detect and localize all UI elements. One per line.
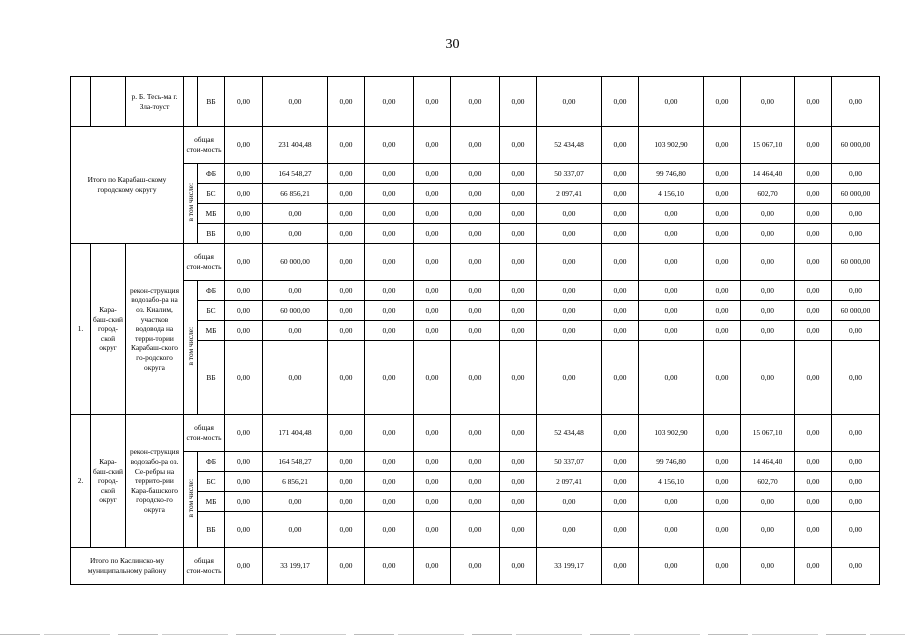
value-cell: 0,00 [741,492,795,512]
value-cell: 0,00 [500,204,537,224]
table-row [71,452,880,472]
value-cell: 0,00 [451,127,500,164]
value-cell: 0,00 [639,204,704,224]
value-cell: 0,00 [328,224,365,244]
value-cell: 0,00 [704,77,741,127]
value-cell: 0,00 [263,321,328,341]
value-cell: 0,00 [500,452,537,472]
value-cell: 0,00 [328,415,365,452]
value-cell: 0,00 [451,492,500,512]
value-cell: 171 404,48 [263,415,328,452]
value-cell: 0,00 [704,415,741,452]
value-cell: 14 464,40 [741,164,795,184]
value-cell: 0,00 [365,415,414,452]
value-cell: 0,00 [602,415,639,452]
value-cell: 0,00 [602,472,639,492]
value-cell: 0,00 [451,244,500,281]
value-cell: 0,00 [639,548,704,585]
in-total-vertical-label [184,164,198,244]
value-cell: 0,00 [639,321,704,341]
in-total-cell [184,77,198,127]
value-cell: 0,00 [500,244,537,281]
value-cell: 0,00 [365,204,414,224]
value-cell: 0,00 [414,184,451,204]
fund-source-cell: БС [198,472,225,492]
value-cell: 0,00 [225,321,263,341]
value-cell: 99 746,80 [639,164,704,184]
row-number-cell: 1. [71,244,91,415]
value-cell: 0,00 [537,224,602,244]
value-cell: 164 548,27 [263,452,328,472]
subtotal-label-cell: Итого по Карабаш-скому городскому округу [71,127,184,244]
value-cell: 0,00 [365,301,414,321]
value-cell: 0,00 [414,492,451,512]
value-cell: 0,00 [225,164,263,184]
value-cell: 0,00 [414,321,451,341]
value-cell: 0,00 [451,341,500,415]
value-cell: 0,00 [414,244,451,281]
value-cell: 0,00 [225,204,263,224]
value-cell: 0,00 [704,184,741,204]
value-cell: 0,00 [795,244,832,281]
value-cell: 0,00 [225,512,263,548]
value-cell: 50 337,07 [537,452,602,472]
value-cell: 0,00 [414,472,451,492]
value-cell: 0,00 [225,281,263,301]
value-cell: 0,00 [451,281,500,301]
value-cell: 0,00 [602,204,639,224]
value-cell: 0,00 [832,548,880,585]
value-cell: 0,00 [832,452,880,472]
object-name-cell: рекон-струкция водозабо-ра оз. Се-ребры на террито-рии Кара-башского городско-го округа [126,415,184,548]
value-cell: 0,00 [832,204,880,224]
value-cell: 0,00 [795,224,832,244]
value-cell: 0,00 [500,415,537,452]
value-cell: 0,00 [225,548,263,585]
value-cell: 0,00 [225,224,263,244]
value-cell: 0,00 [704,281,741,301]
value-cell: 0,00 [741,244,795,281]
value-cell: 60 000,00 [832,184,880,204]
value-cell: 0,00 [795,548,832,585]
value-cell: 15 067,10 [741,127,795,164]
value-cell: 50 337,07 [537,164,602,184]
value-cell: 0,00 [225,184,263,204]
value-cell: 0,00 [365,244,414,281]
value-cell: 103 902,90 [639,415,704,452]
value-cell: 0,00 [328,281,365,301]
value-cell: 0,00 [414,281,451,301]
value-cell: 0,00 [500,77,537,127]
value-cell: 0,00 [500,127,537,164]
value-cell: 0,00 [704,452,741,472]
table-row [71,127,880,164]
value-cell: 0,00 [537,204,602,224]
value-cell: 0,00 [414,415,451,452]
value-cell: 0,00 [263,492,328,512]
value-cell: 0,00 [832,415,880,452]
value-cell: 0,00 [602,281,639,301]
value-cell: 60 000,00 [832,301,880,321]
value-cell: 0,00 [741,301,795,321]
value-cell: 0,00 [741,512,795,548]
value-cell: 0,00 [328,321,365,341]
value-cell: 6 856,21 [263,472,328,492]
in-total-vertical-label [184,281,198,415]
row-number-cell [71,77,91,127]
value-cell: 0,00 [832,164,880,184]
fund-source-cell: ВБ [198,512,225,548]
object-name-cell: р. Б. Тесь-ма г. Зла-тоуст [126,77,184,127]
value-cell: 0,00 [414,204,451,224]
value-cell: 0,00 [537,321,602,341]
table-row [71,548,880,585]
value-cell: 0,00 [500,301,537,321]
budget-table [70,76,880,585]
value-cell: 0,00 [500,164,537,184]
value-cell: 4 156,10 [639,184,704,204]
value-cell: 0,00 [414,224,451,244]
value-cell: 0,00 [741,204,795,224]
value-cell: 33 199,17 [537,548,602,585]
value-cell: 0,00 [328,472,365,492]
in-total-label: в том числе: [186,326,195,366]
value-cell: 0,00 [704,548,741,585]
value-cell: 0,00 [795,452,832,472]
row-number-cell: 2. [71,415,91,548]
value-cell: 0,00 [328,492,365,512]
value-cell: 0,00 [451,415,500,452]
value-cell: 0,00 [451,224,500,244]
value-cell: 0,00 [414,512,451,548]
value-cell: 0,00 [263,204,328,224]
value-cell: 0,00 [328,77,365,127]
value-cell: 0,00 [365,452,414,472]
value-cell: 60 000,00 [263,301,328,321]
value-cell: 0,00 [451,512,500,548]
municipality-cell: Кара-баш-ский город-ской округ [91,244,126,415]
value-cell: 0,00 [602,224,639,244]
value-cell: 0,00 [704,321,741,341]
value-cell: 0,00 [365,77,414,127]
value-cell: 0,00 [795,164,832,184]
value-cell: 0,00 [328,204,365,224]
value-cell: 0,00 [451,321,500,341]
value-cell: 0,00 [365,472,414,492]
value-cell: 0,00 [537,492,602,512]
value-cell: 0,00 [602,244,639,281]
value-cell: 0,00 [741,341,795,415]
value-cell: 0,00 [225,127,263,164]
value-cell: 0,00 [365,341,414,415]
value-cell: 0,00 [832,77,880,127]
value-cell: 0,00 [832,341,880,415]
value-cell: 0,00 [704,492,741,512]
value-cell: 0,00 [225,415,263,452]
value-cell: 0,00 [795,204,832,224]
value-cell: 0,00 [741,548,795,585]
value-cell: 0,00 [537,341,602,415]
subtotal-label-cell: Итого по Каслинско-му муниципальному району [71,548,184,585]
value-cell: 0,00 [328,341,365,415]
value-cell: 0,00 [328,244,365,281]
value-cell: 0,00 [639,77,704,127]
fund-source-cell: МБ [198,204,225,224]
value-cell: 0,00 [741,321,795,341]
municipality-cell [91,77,126,127]
table-row [71,281,880,301]
value-cell: 0,00 [263,341,328,415]
value-cell: 231 404,48 [263,127,328,164]
value-cell: 0,00 [832,281,880,301]
table-row [71,415,880,452]
value-cell: 0,00 [704,472,741,492]
value-cell: 0,00 [451,184,500,204]
value-cell: 0,00 [365,224,414,244]
value-cell: 0,00 [500,184,537,204]
fund-source-cell: общая стои-мость [184,548,225,585]
value-cell: 0,00 [365,184,414,204]
value-cell: 33 199,17 [263,548,328,585]
value-cell: 0,00 [741,224,795,244]
value-cell: 4 156,10 [639,472,704,492]
value-cell: 0,00 [263,512,328,548]
value-cell: 0,00 [365,281,414,301]
value-cell: 0,00 [741,281,795,301]
value-cell: 0,00 [795,184,832,204]
value-cell: 0,00 [451,301,500,321]
table-row [71,77,880,127]
fund-source-cell: общая стои-мость [184,415,225,452]
in-total-label: в том числе: [186,182,195,222]
value-cell: 0,00 [537,244,602,281]
value-cell: 0,00 [414,301,451,321]
value-cell: 0,00 [795,492,832,512]
value-cell: 0,00 [263,281,328,301]
value-cell: 0,00 [225,301,263,321]
value-cell: 0,00 [365,512,414,548]
value-cell: 14 464,40 [741,452,795,472]
value-cell: 0,00 [451,452,500,472]
value-cell: 0,00 [602,184,639,204]
value-cell: 0,00 [639,341,704,415]
value-cell: 0,00 [704,204,741,224]
value-cell: 0,00 [832,492,880,512]
scan-artifact-line [0,634,905,635]
value-cell: 0,00 [500,512,537,548]
value-cell: 60 000,00 [832,127,880,164]
value-cell: 0,00 [795,341,832,415]
value-cell: 0,00 [414,77,451,127]
value-cell: 60 000,00 [832,244,880,281]
value-cell: 0,00 [500,321,537,341]
value-cell: 0,00 [225,341,263,415]
value-cell: 0,00 [704,512,741,548]
value-cell: 0,00 [263,224,328,244]
value-cell: 602,70 [741,184,795,204]
value-cell: 66 856,21 [263,184,328,204]
value-cell: 2 097,41 [537,184,602,204]
value-cell: 0,00 [537,301,602,321]
value-cell: 0,00 [451,548,500,585]
object-name-cell: рекон-струкция водозабо-ра на оз. Киалим, участков водовода на терри-тории Карабаш-ского го-родского округа [126,244,184,415]
value-cell: 0,00 [328,301,365,321]
value-cell: 0,00 [602,512,639,548]
value-cell: 0,00 [365,492,414,512]
value-cell: 0,00 [537,77,602,127]
value-cell: 0,00 [832,472,880,492]
value-cell: 0,00 [225,452,263,472]
fund-source-cell: ФБ [198,164,225,184]
fund-source-cell: ФБ [198,281,225,301]
value-cell: 0,00 [639,301,704,321]
value-cell: 0,00 [602,164,639,184]
value-cell: 0,00 [328,512,365,548]
value-cell: 0,00 [741,77,795,127]
value-cell: 0,00 [639,244,704,281]
value-cell: 52 434,48 [537,127,602,164]
fund-source-cell: общая стои-мость [184,127,225,164]
value-cell: 0,00 [795,301,832,321]
value-cell: 0,00 [414,341,451,415]
value-cell: 0,00 [602,548,639,585]
fund-source-cell: общая стои-мость [184,244,225,281]
page-number: 30 [445,37,460,52]
value-cell: 0,00 [602,321,639,341]
value-cell: 0,00 [602,127,639,164]
value-cell: 0,00 [602,341,639,415]
value-cell: 0,00 [832,224,880,244]
value-cell: 0,00 [639,224,704,244]
value-cell: 0,00 [795,472,832,492]
value-cell: 0,00 [602,301,639,321]
value-cell: 0,00 [328,184,365,204]
value-cell: 0,00 [795,127,832,164]
value-cell: 0,00 [328,164,365,184]
value-cell: 0,00 [500,281,537,301]
value-cell: 0,00 [365,127,414,164]
value-cell: 0,00 [451,77,500,127]
value-cell: 0,00 [537,281,602,301]
table-row [71,164,880,184]
value-cell: 0,00 [795,415,832,452]
value-cell: 99 746,80 [639,452,704,472]
value-cell: 0,00 [704,244,741,281]
fund-source-cell: ВБ [198,341,225,415]
value-cell: 0,00 [500,224,537,244]
value-cell: 0,00 [500,472,537,492]
value-cell: 15 067,10 [741,415,795,452]
value-cell: 0,00 [704,341,741,415]
value-cell: 0,00 [795,321,832,341]
value-cell: 0,00 [365,164,414,184]
value-cell: 0,00 [795,512,832,548]
value-cell: 0,00 [832,321,880,341]
value-cell: 0,00 [225,244,263,281]
value-cell: 0,00 [704,164,741,184]
in-total-label: в том числе: [186,478,195,518]
value-cell: 0,00 [328,548,365,585]
value-cell: 0,00 [602,492,639,512]
value-cell: 2 097,41 [537,472,602,492]
value-cell: 0,00 [602,77,639,127]
value-cell: 0,00 [328,127,365,164]
value-cell: 0,00 [414,548,451,585]
value-cell: 0,00 [414,164,451,184]
value-cell: 0,00 [704,301,741,321]
value-cell: 0,00 [451,204,500,224]
value-cell: 0,00 [225,77,263,127]
value-cell: 0,00 [639,281,704,301]
value-cell: 0,00 [832,512,880,548]
fund-source-cell: ВБ [198,224,225,244]
value-cell: 0,00 [602,452,639,472]
value-cell: 0,00 [704,224,741,244]
value-cell: 0,00 [414,127,451,164]
fund-source-cell: МБ [198,492,225,512]
value-cell: 0,00 [225,492,263,512]
value-cell: 0,00 [500,492,537,512]
municipality-cell: Кара-баш-ский город-ской округ [91,415,126,548]
value-cell: 0,00 [365,321,414,341]
value-cell: 0,00 [451,472,500,492]
value-cell: 0,00 [639,512,704,548]
value-cell: 0,00 [704,127,741,164]
value-cell: 0,00 [500,548,537,585]
value-cell: 0,00 [365,548,414,585]
value-cell: 60 000,00 [263,244,328,281]
value-cell: 0,00 [263,77,328,127]
value-cell: 0,00 [414,452,451,472]
fund-source-cell: БС [198,301,225,321]
value-cell: 602,70 [741,472,795,492]
value-cell: 0,00 [795,77,832,127]
value-cell: 164 548,27 [263,164,328,184]
fund-source-cell: БС [198,184,225,204]
value-cell: 0,00 [451,164,500,184]
in-total-vertical-label [184,452,198,548]
value-cell: 0,00 [639,492,704,512]
value-cell: 103 902,90 [639,127,704,164]
value-cell: 0,00 [795,281,832,301]
fund-source-cell: ВБ [198,77,225,127]
value-cell: 0,00 [500,341,537,415]
value-cell: 52 434,48 [537,415,602,452]
value-cell: 0,00 [537,512,602,548]
value-cell: 0,00 [225,472,263,492]
table-row [71,244,880,281]
fund-source-cell: ФБ [198,452,225,472]
value-cell: 0,00 [328,452,365,472]
fund-source-cell: МБ [198,321,225,341]
